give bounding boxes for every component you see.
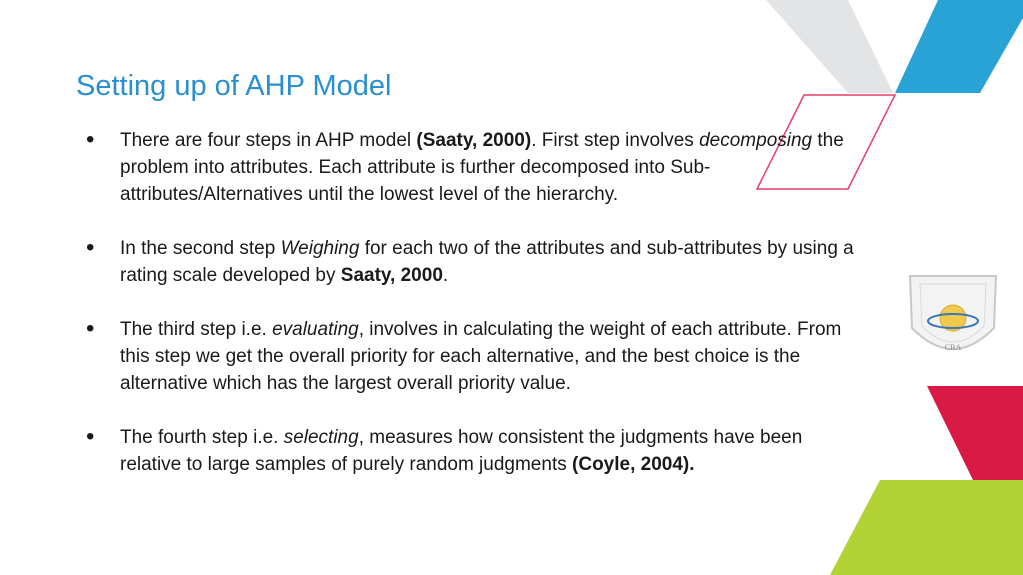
bullet-text: for each two of the attributes and sub-attributes by using a rating scale developed by bbox=[120, 238, 854, 286]
citation: (Saaty, 2000) bbox=[416, 130, 532, 151]
bullet-text: . First step involves bbox=[531, 130, 700, 151]
bullet-icon: • bbox=[86, 315, 95, 342]
step-term: Weighing bbox=[280, 238, 360, 259]
blue-parallelogram bbox=[895, 0, 1023, 93]
bullet-list bbox=[0, 127, 1023, 505]
bullet-text: , involves in calculating the weight of each attribute. From this step we get the overall priority for each alternative, and the best choice is the alternative which has the largest overall priority value. bbox=[120, 319, 842, 394]
bullet-text: . bbox=[442, 265, 449, 286]
bullet-icon: • bbox=[86, 423, 95, 450]
gray-parallelogram bbox=[766, 0, 893, 93]
bullet-text: The fourth step i.e. bbox=[120, 427, 284, 448]
bullet-icon: • bbox=[86, 234, 95, 261]
citation: Saaty, 2000 bbox=[340, 265, 443, 286]
bullet-icon: • bbox=[86, 126, 95, 153]
step-term: evaluating bbox=[272, 319, 359, 340]
bullet-text: , measures how consistent the judgments have been relative to large samples of purely random judgments bbox=[120, 427, 803, 475]
bullet-text: In the second step bbox=[120, 238, 281, 259]
step-term: decomposing bbox=[699, 130, 813, 151]
slide-title: Setting up of AHP Model bbox=[76, 70, 392, 102]
bullet-item bbox=[0, 424, 855, 478]
citation: (Coyle, 2004). bbox=[572, 454, 695, 475]
step-term: selecting bbox=[283, 427, 359, 448]
bullet-text: the problem into attributes. Each attribute is further decomposed into Sub-attributes/Alternatives until the lowest level of the hierarchy. bbox=[120, 130, 844, 205]
bullet-text: The third step i.e. bbox=[120, 319, 273, 340]
bullet-item bbox=[0, 235, 855, 289]
bullet-text: There are four steps in AHP model bbox=[120, 130, 417, 151]
bullet-item bbox=[0, 127, 855, 208]
bullet-item bbox=[0, 316, 855, 397]
logo-text: CBA bbox=[944, 343, 962, 352]
